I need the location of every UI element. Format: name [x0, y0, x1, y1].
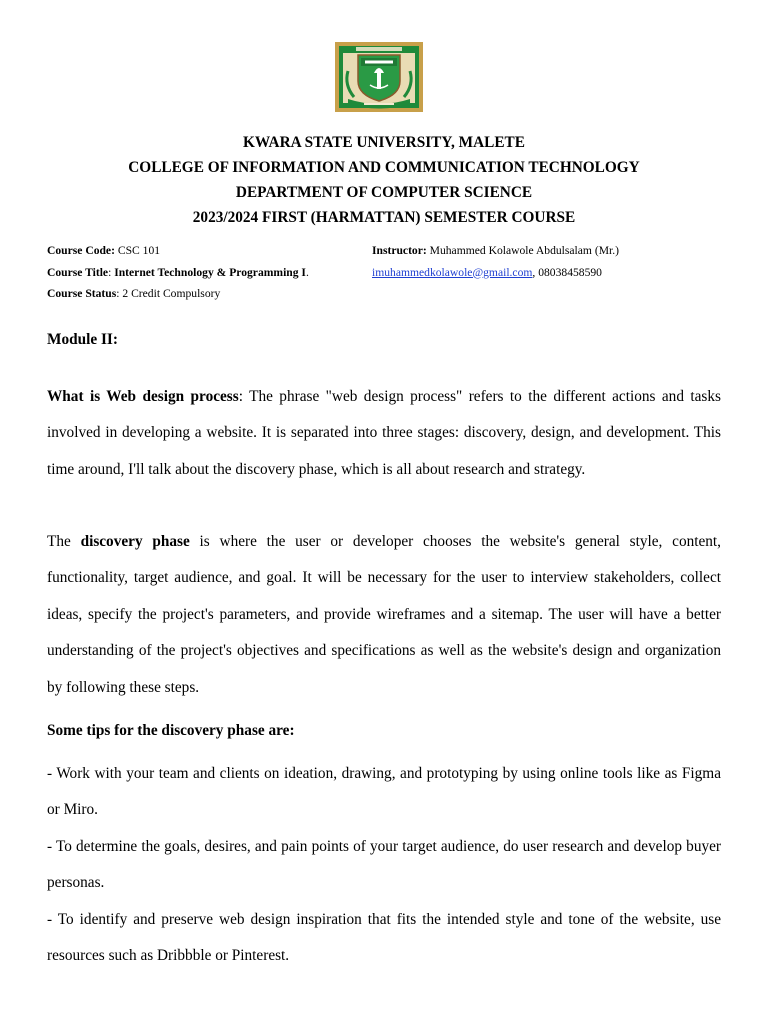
- document-header: [0, 131, 768, 231]
- contact-line: [372, 262, 619, 284]
- course-status-label: Course Status: [47, 287, 117, 300]
- tip-item: - Work with your team and clients on ideation, drawing, and prototyping by using online tools like as Figma or Miro.: [47, 765, 721, 819]
- course-status-line: [47, 283, 309, 305]
- paragraph-1-text: : The phrase "web design process" refers to the different actions and tasks involved in developing a website. It is separated into three stages: discovery, design, and development. This time around, I'll talk about the discovery phase, which is all about research and strategy.: [47, 388, 721, 478]
- college-name: COLLEGE OF INFORMATION AND COMMUNICATION TECHNOLOGY: [128, 158, 640, 176]
- course-title-sep: :: [108, 265, 115, 279]
- module-title: Module II:: [47, 331, 118, 348]
- instructor-info: [372, 240, 619, 283]
- tips-list: [47, 756, 721, 974]
- kwasu-logo: [334, 41, 424, 113]
- tip-item: - To determine the goals, desires, and pain points of your target audience, do user research and develop buyer personas.: [47, 837, 721, 892]
- paragraph-2-text: is where the user or developer chooses the website's general style, content, functionality, target audience, and goal. It will be necessary for the user to interview stakeholders, collect ideas, specify the project's parameters, and provide wireframes and a sitemap. The user will have a better understanding of the project's objectives and specifications as well as the website's design and organization by following these steps.: [47, 533, 722, 696]
- course-code-value: CSC 101: [114, 244, 161, 257]
- tips-heading: Some tips for the discovery phase are:: [47, 722, 295, 739]
- course-title-line: [47, 262, 309, 284]
- course-title-label: Course Title: [47, 265, 109, 279]
- paragraph-1-lead: What is Web design process: [47, 388, 239, 405]
- instructor-email-link[interactable]: imuhammedkolawole@gmail.com: [372, 265, 533, 279]
- course-code-label: Course Code:: [47, 244, 115, 257]
- tip-item: - To identify and preserve web design inspiration that fits the intended style and tone of the website, use resources such as Dribbble or Pinterest.: [47, 910, 721, 965]
- paragraph-discovery-phase: [47, 524, 721, 706]
- paragraph-2-pre: The: [47, 533, 81, 550]
- course-title-value: Internet Technology & Programming I: [114, 265, 306, 279]
- course-status-value: : 2 Credit Compulsory: [116, 287, 221, 300]
- course-info: [47, 240, 309, 305]
- kwasu-crest-icon: [334, 41, 424, 113]
- instructor-phone: , 08038458590: [532, 265, 602, 279]
- instructor-name: Muhammed Kolawole Abdulsalam (Mr.): [426, 244, 619, 257]
- course-title-end: .: [305, 265, 309, 279]
- department-name: DEPARTMENT OF COMPUTER SCIENCE: [235, 183, 533, 201]
- paragraph-2-bold: discovery phase: [80, 533, 190, 550]
- course-code-line: [47, 240, 309, 262]
- semester-title: 2023/2024 FIRST (HARMATTAN) SEMESTER COURSE: [192, 208, 576, 226]
- university-name: KWARA STATE UNIVERSITY, MALETE: [243, 134, 525, 151]
- instructor-line: [372, 240, 619, 262]
- instructor-label: Instructor:: [372, 244, 427, 257]
- paragraph-web-design-process: [47, 379, 721, 488]
